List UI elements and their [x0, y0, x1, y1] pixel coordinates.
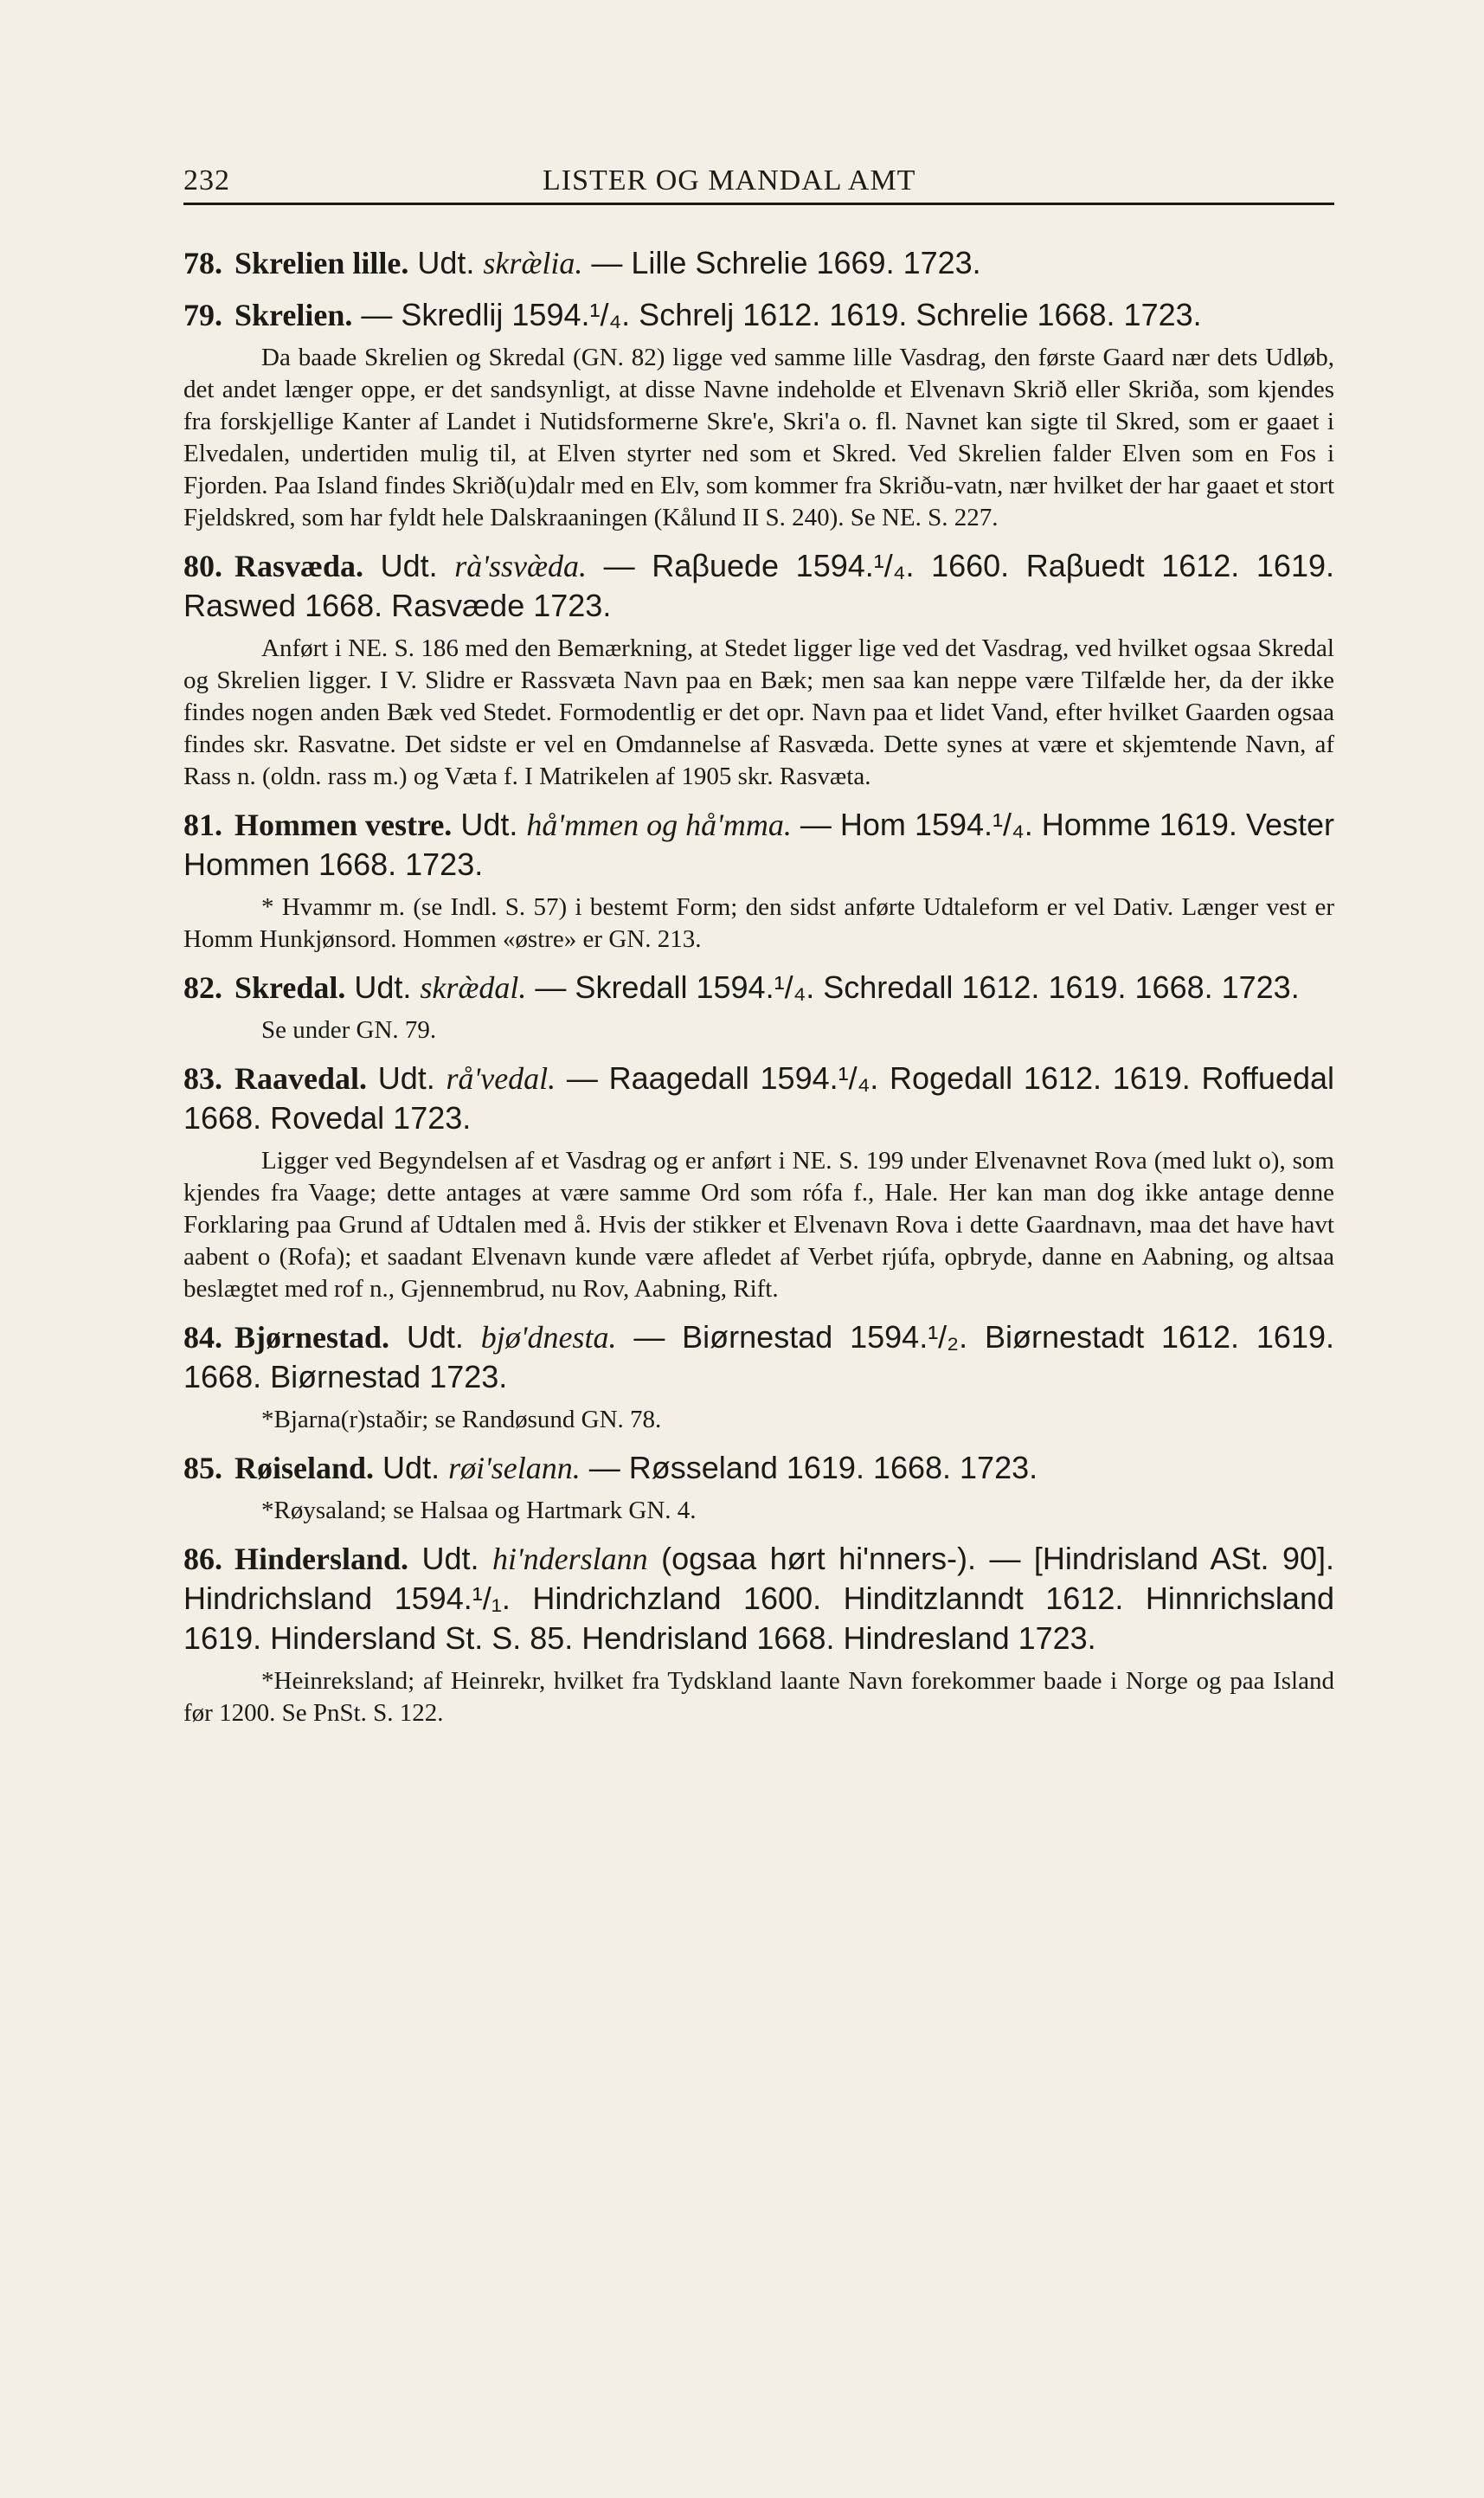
- entry-82: [183, 968, 1334, 1046]
- entry-pronunciation: skræ̀dal.: [420, 970, 527, 1005]
- entry-name: Skrelien.: [234, 298, 353, 332]
- entry-heading: [183, 968, 1334, 1008]
- entry-name: Skrelien lille.: [234, 246, 409, 280]
- entry-name: Bjørnestad.: [234, 1320, 389, 1355]
- entry-text: — Skredlij 1594.¹/₄. Schrelj 1612. 1619. Schrelie 1668. 1723.: [352, 297, 1202, 332]
- entry-pronunciation: røi'selann.: [448, 1451, 581, 1485]
- entry-note: Anført i NE. S. 186 med den Bemærkning, at Stedet ligger lige ved det Vasdrag, ved hvilket ogsaa Skredal og Skrelien ligger. I V. Slidre er Rassvæta Navn paa en Bæk; men saa kan neppe være Tilfælde her, da der ikke findes nogen anden Bæk ved Stedet. Formodentlig er det opr. Navn paa et lidet Vand, efter hvilket Gaarden ogsaa findes skr. Rasvatne. Det sidste er vel en Omdannelse af Rasvæda. Dette synes at være et skjemtende Navn, af Rass n. (oldn. rass m.) og Væta f. I Matrikelen af 1905 skr. Rasvæta.: [183, 634, 1334, 790]
- entry-heading: [183, 546, 1334, 626]
- entry-78: [183, 243, 1334, 283]
- entry-number: 79.: [183, 298, 222, 332]
- entry-79: [183, 295, 1334, 534]
- entry-name: Skredal.: [234, 970, 346, 1005]
- entry-text: — Lille Schrelie 1669. 1723.: [582, 245, 981, 280]
- entry-note: *Bjarna(r)staðir; se Randøsund GN. 78.: [261, 1406, 662, 1433]
- entry-pronunciation: rà'ssvæ̀da.: [454, 549, 588, 583]
- entry-number: 84.: [183, 1320, 222, 1355]
- entry-number: 86.: [183, 1542, 222, 1576]
- entry-text: — Røsseland 1619. 1668. 1723.: [580, 1450, 1038, 1485]
- entry-80: [183, 546, 1334, 793]
- entry-text: Udt.: [452, 807, 527, 842]
- entry-pronunciation: hi'nderslann: [491, 1542, 648, 1576]
- page-header: [183, 164, 1334, 205]
- entry-note: Ligger ved Begyndelsen af et Vasdrag og er anført i NE. S. 199 under Elvenavnet Rova (med lukt o), som kjendes fra Vaage; dette antages at være samme Ord som rófa f., Hale. Her kan man dog ikke antage denne Forklaring paa Grund af Udtalen med å. Hvis der stikker et Elvenavn Rova i dette Gaardnavn, maa det have havt aabent o (Rofa); et saadant Elvenavn kunde være afledet af Verbet rjúfa, opbryde, danne en Aabning, og altsaa beslægtet med rof n., Gjennembrud, nu Rov, Aabning, Rift.: [183, 1147, 1334, 1303]
- entry-text: — Skredall 1594.¹/₄. Schredall 1612. 1619. 1668. 1723.: [526, 969, 1300, 1005]
- entry-heading: [183, 295, 1334, 335]
- entry-pronunciation: hå'mmen og hå'mma.: [526, 808, 792, 842]
- entry-84: [183, 1317, 1334, 1436]
- entry-name: Hommen vestre.: [234, 808, 453, 842]
- entry-text: (ogsaa hørt hi'nners-). — [Hindrisland ASt. 90]. Hindrichsland 1594.¹/₁. Hindrichzland 1600. Hinditzlanndt 1612. Hinnrichsland 1619. Hindersland St. S. 85. Hendrisland 1668. Hindresland 1723.: [183, 1541, 1334, 1656]
- entry-pronunciation: bjø'dnesta.: [480, 1320, 617, 1355]
- page-number: 232: [183, 164, 230, 196]
- entry-name: Raavedal.: [234, 1061, 367, 1096]
- entry-number: 78.: [183, 246, 222, 280]
- entry-heading: [183, 1059, 1334, 1138]
- entry-text: Udt.: [345, 969, 421, 1005]
- entry-pronunciation: skræ̀lia.: [483, 246, 583, 280]
- entry-83: [183, 1059, 1334, 1305]
- entry-heading: [183, 243, 1334, 283]
- entry-name: Hindersland.: [234, 1542, 409, 1576]
- entry-86: [183, 1539, 1334, 1729]
- entry-text: — Biørnestad 1594.¹/₂. Biørnestadt 1612. 1619. 1668. Biørnestad 1723.: [183, 1319, 1334, 1394]
- entry-heading: [183, 1448, 1334, 1488]
- entry-note: Da baade Skrelien og Skredal (GN. 82) ligge ved samme lille Vasdrag, den første Gaard nær dets Udløb, det andet længer oppe, er det sandsynligt, at disse Navne indeholde et Elvenavn Skrið eller Skriða, som kjendes fra forskjellige Kanter af Landet i Nutidsformerne Skre'e, Skri'a o. fl. Navnet kan sigte til Skred, som er gaaet i Elvedalen, undertiden mulig til, at Elven styrter ned som et Skred. Ved Skrelien falder Elven som en Fos i Fjorden. Paa Island findes Skrið(u)dalr med en Elv, som kommer fra Skriðu-vatn, nær hvilket der har gaaet et stort Fjeldskred, som har fyldt hele Dalskraaningen (Kålund II S. 240). Se NE. S. 227.: [183, 344, 1334, 531]
- entry-number: 82.: [183, 970, 222, 1005]
- entry-number: 85.: [183, 1451, 222, 1485]
- entry-name: Rasvæda.: [234, 549, 364, 583]
- entry-heading: [183, 1539, 1334, 1658]
- entry-note: *Røysaland; se Halsaa og Hartmark GN. 4.: [261, 1497, 697, 1524]
- entry-text: — Raagedall 1594.¹/₄. Rogedall 1612. 1619. Roffuedal 1668. Rovedal 1723.: [183, 1060, 1334, 1136]
- entry-text: Udt.: [408, 245, 484, 280]
- entry-number: 80.: [183, 549, 222, 583]
- entry-note: Se under GN. 79.: [261, 1016, 437, 1044]
- entry-text: Udt.: [363, 548, 455, 583]
- entry-number: 81.: [183, 808, 222, 842]
- entry-heading: [183, 1317, 1334, 1397]
- entry-pronunciation: rå'vedal.: [446, 1061, 556, 1096]
- entry-81: [183, 805, 1334, 956]
- entry-85: [183, 1448, 1334, 1527]
- entry-heading: [183, 805, 1334, 885]
- entry-note: *Heinreksland; af Heinrekr, hvilket fra Tydskland laante Navn forekommer baade i Norge og paa Island før 1200. Se PnSt. S. 122.: [183, 1667, 1334, 1727]
- entry-text: — Raβuede 1594.¹/₄. 1660. Raβuedt 1612. 1619. Raswed 1668. Rasvæde 1723.: [183, 548, 1334, 623]
- entry-text: Udt.: [408, 1541, 492, 1576]
- running-title: LISTER OG MANDAL AMT: [543, 164, 916, 196]
- entry-text: Udt.: [367, 1060, 446, 1096]
- entry-number: 83.: [183, 1061, 222, 1096]
- entry-list: [183, 243, 1334, 1729]
- entry-text: Udt.: [374, 1450, 449, 1485]
- entry-name: Røiseland.: [234, 1451, 375, 1485]
- document-page: [183, 164, 1334, 1742]
- entry-note: * Hvammr m. (se Indl. S. 57) i bestemt Form; den sidst anførte Udtaleform er vel Dativ. Længer vest er Homm Hunkjønsord. Hommen «østre» er GN. 213.: [183, 893, 1334, 953]
- entry-text: — Hom 1594.¹/₄. Homme 1619. Vester Hommen 1668. 1723.: [183, 807, 1334, 882]
- entry-text: Udt.: [389, 1319, 481, 1355]
